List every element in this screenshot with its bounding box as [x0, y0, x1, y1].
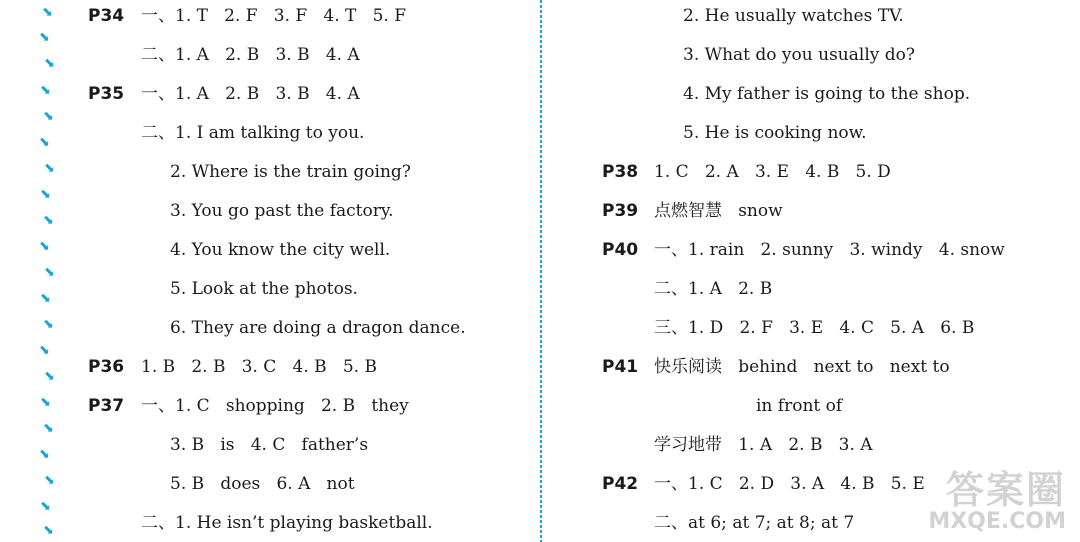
answer-line: 5. Look at the photos.: [170, 279, 358, 299]
watermark-title: 答案圈: [945, 468, 1066, 512]
arrow-mark-icon: ⬊: [43, 523, 54, 538]
answer-line: 一、1. T 2. F 3. F 4. T 5. F: [141, 6, 407, 26]
answer-line: 二、at 6; at 7; at 8; at 7: [654, 513, 855, 533]
answer-line: 学习地带 1. A 2. B 3. A: [654, 435, 873, 455]
arrow-mark-icon: ⬊: [44, 369, 55, 384]
arrow-mark-icon: ⬊: [39, 30, 50, 45]
page-label: P40: [602, 240, 639, 260]
answer-line: 3. B is 4. C father’s: [170, 435, 369, 455]
page-label: P42: [602, 474, 639, 494]
answer-line: 点燃智慧 snow: [654, 201, 783, 221]
answer-line: 2. He usually watches TV.: [683, 6, 904, 26]
arrow-mark-icon: ⬊: [40, 291, 51, 306]
page-label: P37: [88, 396, 125, 416]
arrow-mark-icon: ⬊: [40, 83, 51, 98]
watermark-url: MXQE.COM: [928, 509, 1066, 534]
arrow-mark-icon: ⬊: [39, 135, 50, 150]
page-label: P41: [602, 357, 639, 377]
answer-line: 2. Where is the train going?: [170, 162, 411, 182]
answer-line: 3. What do you usually do?: [683, 45, 915, 65]
arrow-mark-icon: ⬊: [43, 421, 54, 436]
arrow-mark-icon: ⬊: [39, 447, 50, 462]
page-label: P36: [88, 357, 125, 377]
answer-line: 1. B 2. B 3. C 4. B 5. B: [141, 357, 377, 377]
answer-line: 一、1. A 2. B 3. B 4. A: [141, 84, 360, 104]
answer-line: 5. He is cooking now.: [683, 123, 867, 143]
answer-line: 5. B does 6. A not: [170, 474, 355, 494]
arrow-mark-icon: ⬊: [43, 109, 54, 124]
arrow-mark-icon: ⬊: [40, 395, 51, 410]
answer-line: 二、1. He isn’t playing basketball.: [141, 513, 433, 533]
arrow-mark-icon: ⬊: [40, 187, 51, 202]
arrow-mark-icon: ⬊: [39, 239, 50, 254]
arrow-mark-icon: ⬊: [44, 161, 55, 176]
page-label: P38: [602, 162, 639, 182]
arrow-mark-icon: ⬊: [40, 499, 51, 514]
arrow-mark-icon: ⬊: [39, 343, 50, 358]
arrow-mark-icon: ⬊: [44, 265, 55, 280]
page-label: P39: [602, 201, 639, 221]
arrow-mark-icon: ⬊: [42, 5, 53, 20]
answer-line: 一、1. rain 2. sunny 3. windy 4. snow: [654, 240, 1005, 260]
answer-line: 3. You go past the factory.: [170, 201, 394, 221]
wavy-divider-icon: [540, 0, 542, 542]
answer-line: 快乐阅读 behind next to next to: [654, 357, 950, 377]
answer-line: 二、1. A 2. B 3. B 4. A: [141, 45, 360, 65]
arrow-mark-icon: ⬊: [44, 56, 55, 71]
answer-line: 1. C 2. A 3. E 4. B 5. D: [654, 162, 891, 182]
answer-line: 二、1. A 2. B: [654, 279, 773, 299]
arrow-mark-icon: ⬊: [43, 317, 54, 332]
arrow-mark-icon: ⬊: [44, 473, 55, 488]
answer-line: 一、1. C shopping 2. B they: [141, 396, 409, 416]
answer-line: 三、1. D 2. F 3. E 4. C 5. A 6. B: [654, 318, 975, 338]
answer-line: 6. They are doing a dragon dance.: [170, 318, 466, 338]
page-label: P34: [88, 6, 125, 26]
answer-line: 4. You know the city well.: [170, 240, 391, 260]
answer-line: 4. My father is going to the shop.: [683, 84, 971, 104]
answer-line: in front of: [756, 396, 843, 416]
answer-line: 二、1. I am talking to you.: [141, 123, 365, 143]
answer-line: 一、1. C 2. D 3. A 4. B 5. E: [654, 474, 925, 494]
watermark-logo: [928, 470, 1066, 534]
arrow-mark-icon: ⬊: [43, 213, 54, 228]
page-label: P35: [88, 84, 125, 104]
